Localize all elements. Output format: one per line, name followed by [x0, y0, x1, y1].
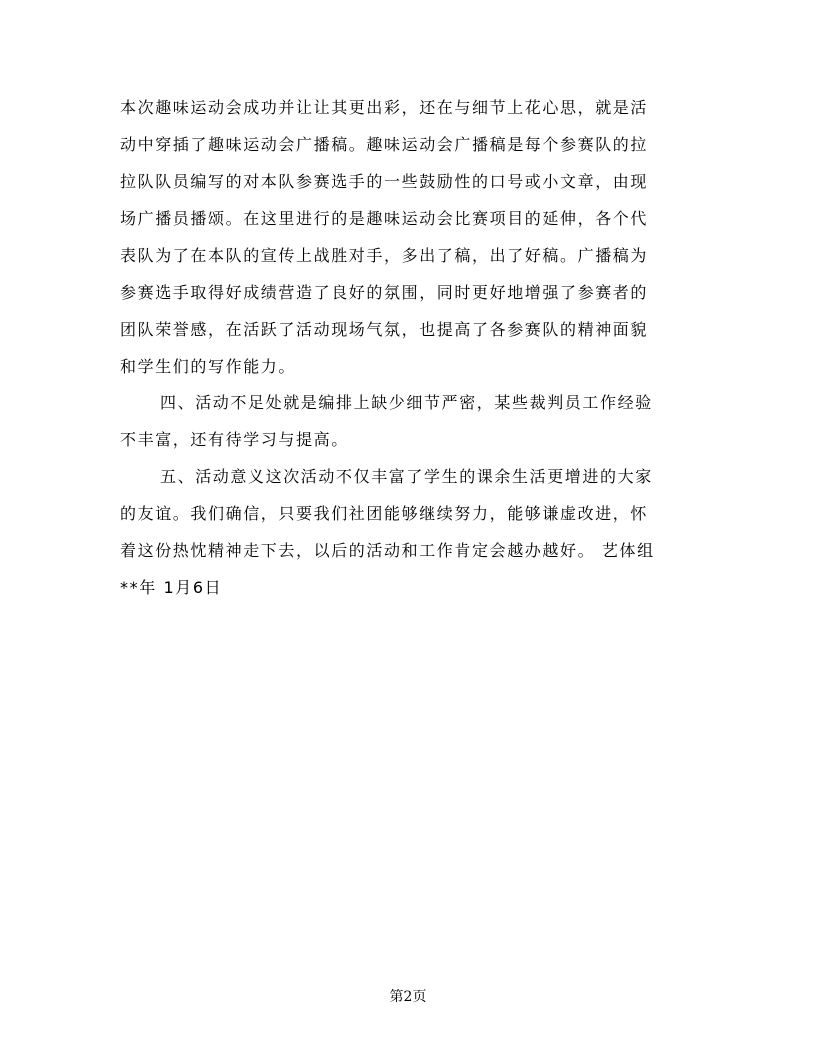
paragraph-line: 场广播员播颂。在这里进行的是趣味运动会比赛项目的延伸，各个代: [120, 209, 649, 228]
paragraph-line: 不丰富，还有待学习与提高。: [120, 430, 349, 449]
section-five-line: 五、活动意义这次活动不仅丰富了学生的课余生活更增进的大家: [160, 467, 653, 486]
date-line: **年 1月6日: [120, 578, 223, 597]
paragraph-line: 的友谊。我们确信，只要我们社团能够继续努力，能够谦虚改进，怀: [120, 504, 649, 523]
paragraph-line: 着这份热忱精神走下去，以后的活动和工作肯定会越办越好。 艺体组: [120, 541, 655, 560]
section-four-line: 四、活动不足处就是编排上缺少细节严密，某些裁判员工作经验: [160, 393, 653, 412]
paragraph-line: 表队为了在本队的宣传上战胜对手，多出了稿，出了好稿。广播稿为: [120, 246, 649, 265]
paragraph-line: 本次趣味运动会成功并让让其更出彩，还在与细节上花心思，就是活: [120, 98, 649, 117]
paragraph-line: 参赛选手取得好成绩营造了良好的氛围，同时更好地增强了参赛者的: [120, 283, 649, 302]
paragraph-line: 和学生们的写作能力。: [120, 357, 297, 376]
paragraph-line: 团队荣誉感，在活跃了活动现场气氛，也提高了各参赛队的精神面貌: [120, 320, 649, 339]
paragraph-line: 拉队队员编写的对本队参赛选手的一些鼓励性的口号或小文章，由现: [120, 172, 649, 191]
paragraph-line: 动中穿插了趣味运动会广播稿。趣味运动会广播稿是每个参赛队的拉: [120, 135, 649, 154]
page-number: 第2页: [389, 989, 427, 1005]
